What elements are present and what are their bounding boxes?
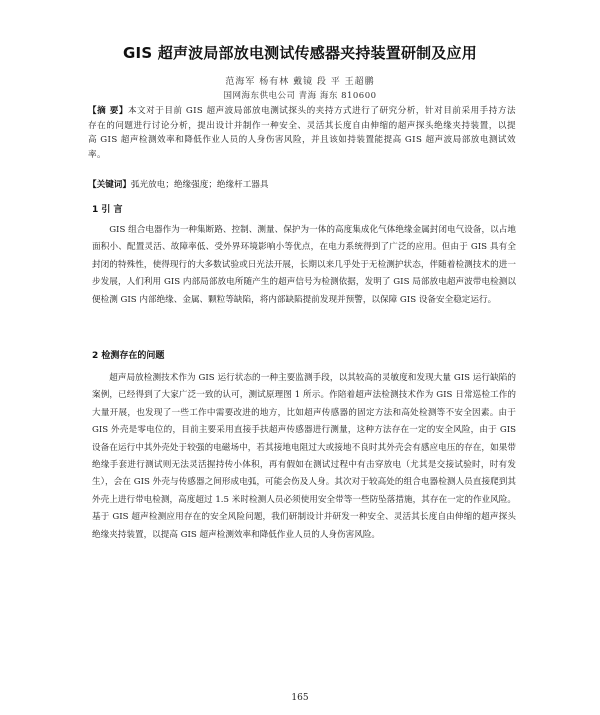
keywords-text: 弧光放电；绝缘强度；绝缘杆工器具 — [130, 180, 269, 190]
paper-title: GIS 超声波局部放电测试传感器夹持装置研制及应用 — [123, 44, 477, 62]
page-number: 165 — [291, 693, 309, 703]
abstract-text: 本文对于目前 GIS 超声波局部放电测试探头的夹持方式进行了研究分析，针对目前采用手持方法存在的问题进行讨论分析，提出设计并制作一种安全、灵活其长度自由伸缩的超声探头绝缘夹持装置，以提高 GIS 超声检测效率和降低作业人员的人身伤害风险，并且该如持装置能提高 GIS 超声波局部放电测试效率。 — [88, 106, 516, 160]
section-heading-problems: 2 检测存在的问题 — [92, 351, 165, 361]
abstract-block — [88, 104, 516, 162]
abstract-label: 【摘 要】 — [88, 106, 128, 116]
keywords-label: 【关键词】 — [88, 180, 131, 190]
section-2-paragraph: 超声局放检测技术作为 GIS 运行状态的一种主要监测手段，以其较高的灵敏度和发现大量 GIS 运行缺陷的案例，已经得到了大家广泛一致的认可，测试原理图 1 所示。作陪着超声法检测技术作为 GIS 日常巡检工作的大量开展，也发现了一些工作中需要改进的地方，比如超声传感器的固定方法和高处检测等不安全因素。由于 GIS 外壳是零电位的，目前主要采用直接手扶超声传感器进行测量，这种方法存在一定的安全风险，由于 GIS 设备在运行中其外壳处于较强的电磁场中，若其接地电阻过大或接地不良时其外壳会有感应电压的存在，如果带绝缘手套进行测试则无法灵活握持传小体积，再有假如在测试过程中有击穿放电（尤其是交接试验时，时有发生），会在 GIS 外壳与传感器之间形成电弧，可能会伤及人身。其次对于较高处的组合电器检测人员直接爬到其外壳上进行带电检测，高度超过 1.5 米时检测人员必须使用安全带等一些防坠落措施，其存在一定的作业风险。基于 GIS 超声检测应用存在的安全风险问题，我们研制设计并研发一种安全、灵活其长度自由伸缩的超声探头绝缘夹持装置，以提高 GIS 超声检测效率和降低作业人员的人身伤害风险。 — [92, 373, 516, 540]
section-1-paragraph: GIS 组合电器作为一种集断路、控制、测量、保护为一体的高度集成化气体绝缘金属封闭电气设备，以占地面积小、配置灵活、故障率低、受外界环境影响小等优点，在电力系统得到了广泛的应用。但由于 GIS 具有全封闭的特殊性，使得现行的大多数试验或日光法开展，长期以来几乎处于无检测护状态，伴随着检测技术的进一步发展，人们利用 GIS 内部局部放电所随产生的超声信号为检测依据，发明了 GIS 局部放电超声波带电检测以便检测 GIS 内部绝缘、金属、颗粒等缺陷，将内部缺陷提前发现并预警，以保障 GIS 设备安全稳定运行。 — [92, 225, 516, 305]
keywords-block — [88, 178, 516, 192]
affiliation: 国网海东供电公司 青海 海东 810600 — [223, 91, 377, 101]
section-heading-introduction: 1 引 言 — [92, 205, 123, 215]
author-list: 范海军 杨有林 戴镜 段 平 王超鹏 — [225, 77, 375, 87]
